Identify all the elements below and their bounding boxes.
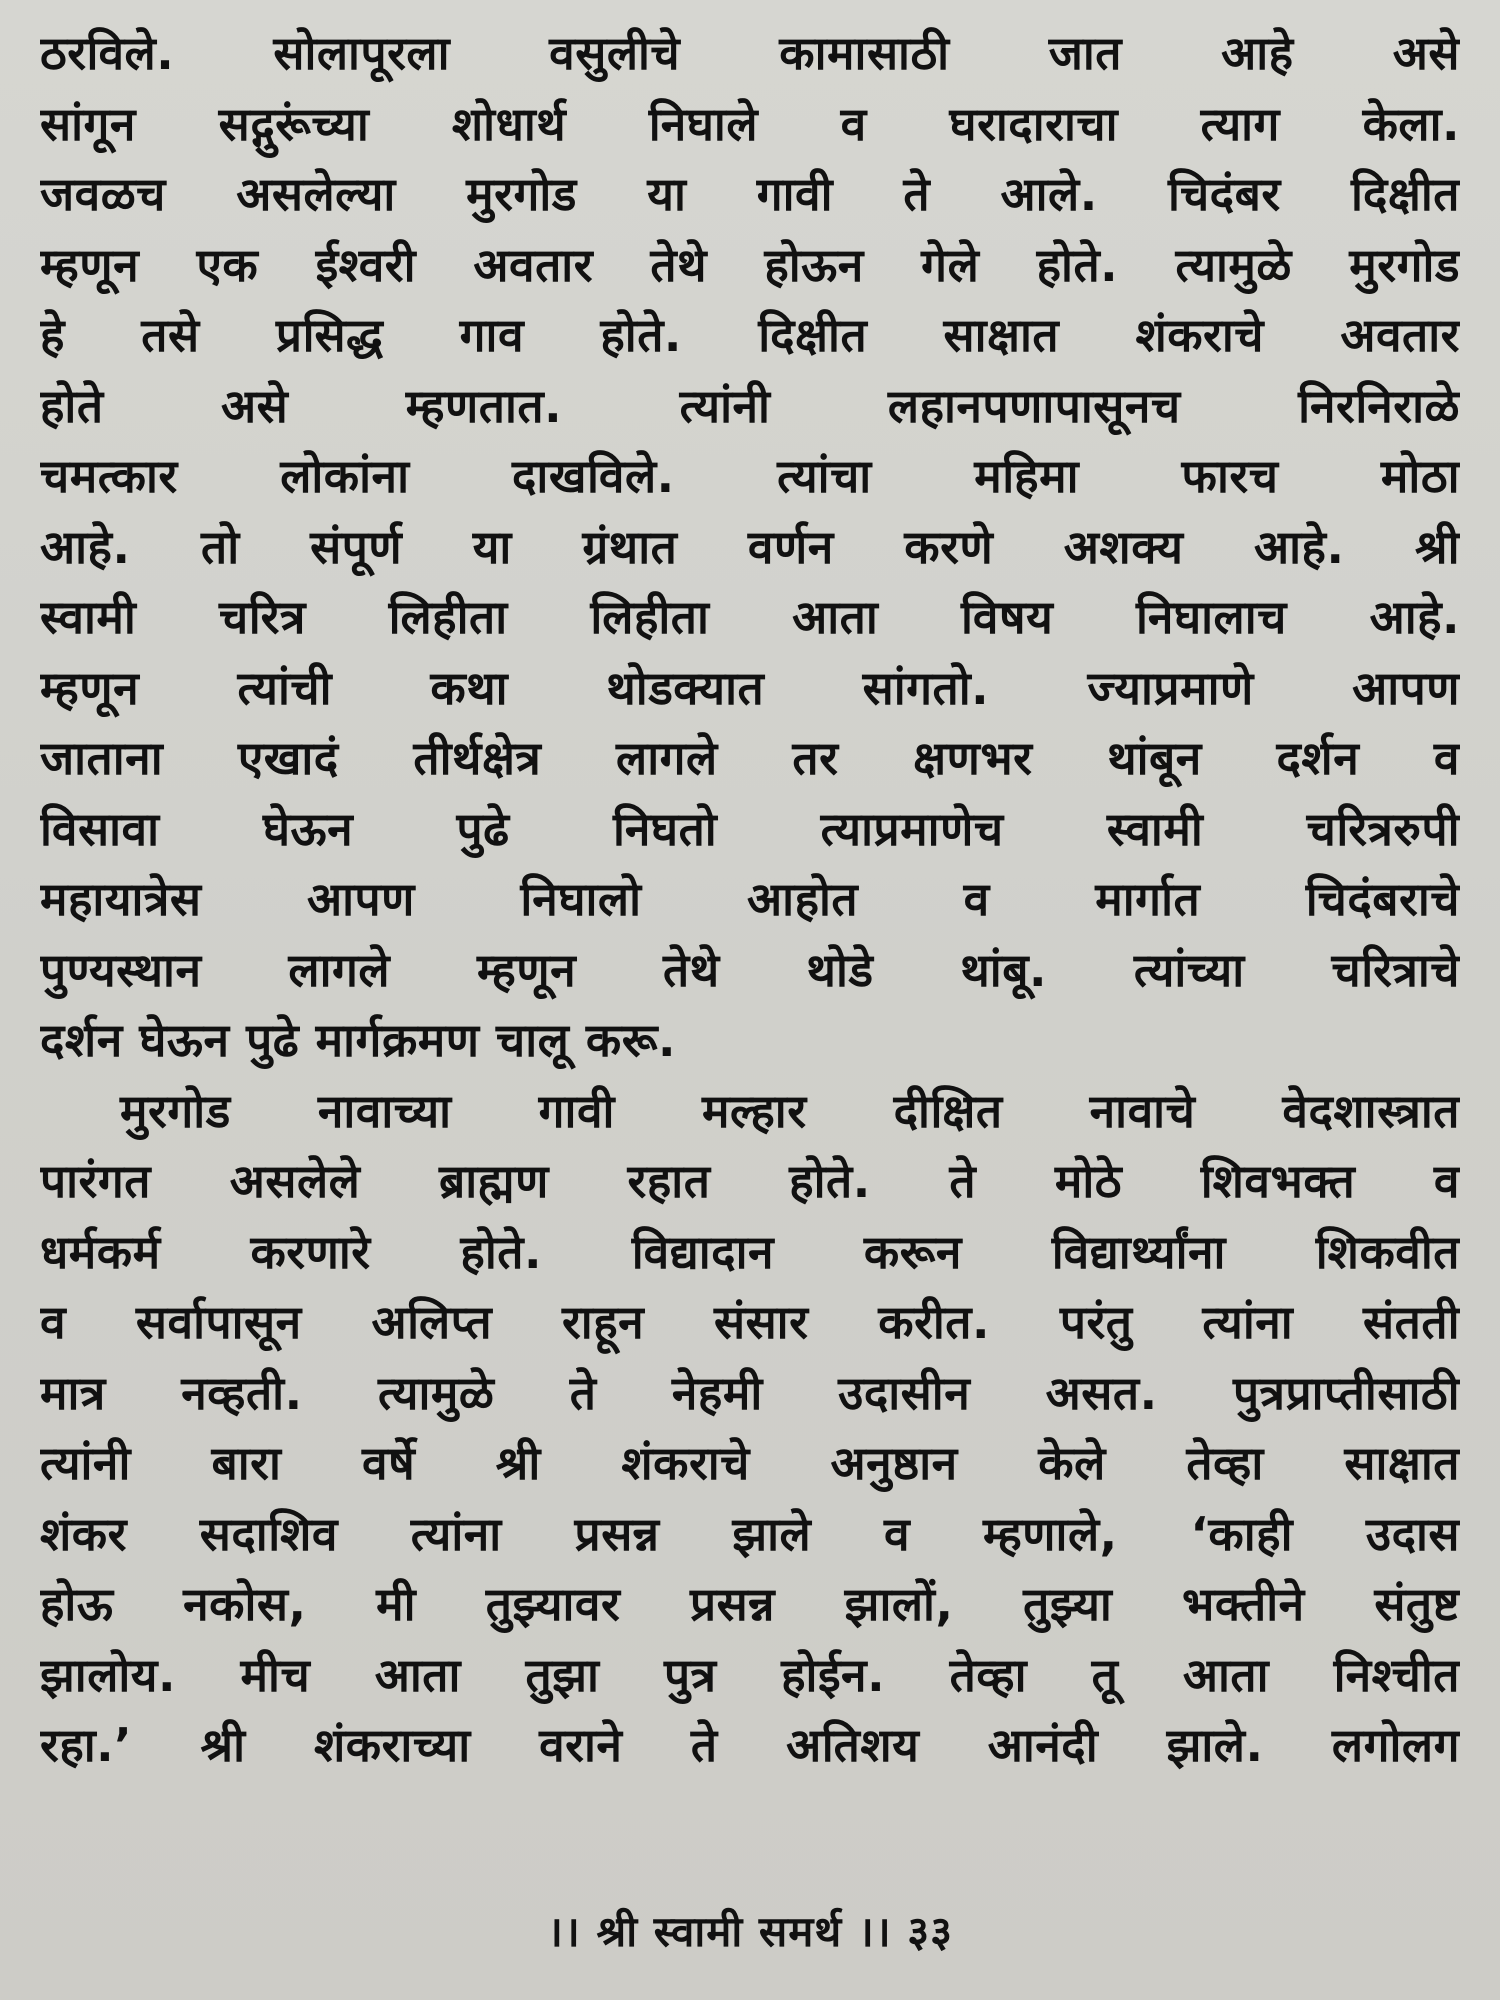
text-line: विसावा घेऊन पुढे निघतो त्याप्रमाणेच स्वामी चरित्ररुपी	[40, 801, 1460, 856]
text-line: होऊ नकोस, मी तुझ्यावर प्रसन्न झालों, तुझ्या भक्तीने संतुष्ट	[40, 1577, 1460, 1631]
text-line: रहा.’ श्री शंकराच्या वराने ते अतिशय आनंदी झाले. लगोलग	[40, 1718, 1460, 1772]
text-line: त्यांनी बारा वर्षे श्री शंकराचे अनुष्ठान केले तेव्हा साक्षात	[40, 1436, 1460, 1490]
paragraph-2	[40, 1076, 1460, 1781]
text-line: धर्मकर्म करणारे होते. विद्यादान करून विद्यार्थ्यांना शिकवीत	[40, 1224, 1460, 1279]
paragraph-1	[40, 18, 1460, 1076]
page-footer: ।। श्री स्वामी समर्थ ।। ३३	[547, 1907, 953, 1956]
text-line: मुरगोड नावाच्या गावी मल्हार दीक्षित नावाचे वेदशास्त्रात	[120, 1083, 1460, 1138]
text-line: म्हणून एक ईश्वरी अवतार तेथे होऊन गेले होते. त्यामुळे मुरगोड	[40, 237, 1460, 292]
text-line: झालोय. मीच आता तुझा पुत्र होईन. तेव्हा तू आता निश्चीत	[40, 1647, 1460, 1702]
text-line: आहे. तो संपूर्ण या ग्रंथात वर्णन करणे अशक्य आहे. श्री	[40, 519, 1460, 574]
text-line: स्वामी चरित्र लिहीता लिहीता आता विषय निघालाच आहे.	[40, 590, 1460, 644]
text-line: पुण्यस्थान लागले म्हणून तेथे थोडे थांबू. त्यांच्या चरित्राचे	[40, 942, 1460, 997]
text-line: दर्शन घेऊन पुढे मार्गक्रमण चालू करू.	[40, 1013, 676, 1067]
text-line: चमत्कार लोकांना दाखविले. त्यांचा महिमा फारच मोठा	[40, 449, 1460, 503]
text-line: जाताना एखादं तीर्थक्षेत्र लागले तर क्षणभर थांबून दर्शन व	[40, 731, 1460, 785]
text-line: शंकर सदाशिव त्यांना प्रसन्न झाले व म्हणाले, ‘काही उदास	[40, 1506, 1460, 1561]
text-line: व सर्वापासून अलिप्त राहून संसार करीत. परंतु त्यांना संतती	[40, 1295, 1460, 1349]
text-line: जवळच असलेल्या मुरगोड या गावी ते आले. चिदंबर दिक्षीत	[40, 167, 1460, 221]
text-line: सांगून सद्गुरूंच्या शोधार्थ निघाले व घरादाराचा त्याग केला.	[40, 96, 1460, 151]
text-line: मात्र नव्हती. त्यामुळे ते नेहमी उदासीन असत. पुत्रप्राप्तीसाठी	[40, 1365, 1460, 1420]
text-line: म्हणून त्यांची कथा थोडक्यात सांगतो. ज्याप्रमाणे आपण	[40, 660, 1460, 715]
text-line: महायात्रेस आपण निघालो आहोत व मार्गात चिदंबराचे	[40, 872, 1460, 926]
text-line: हे तसे प्रसिद्ध गाव होते. दिक्षीत साक्षात शंकराचे अवतार	[40, 308, 1460, 362]
text-line: पारंगत असलेले ब्राह्मण रहात होते. ते मोठे शिवभक्त व	[40, 1154, 1460, 1208]
text-line: ठरविले. सोलापूरला वसुलीचे कामासाठी जात आहे असे	[40, 26, 1460, 80]
body-text	[40, 18, 1460, 1781]
text-line: होते असे म्हणतात. त्यांनी लहानपणापासूनच निरनिराळे	[40, 378, 1460, 433]
